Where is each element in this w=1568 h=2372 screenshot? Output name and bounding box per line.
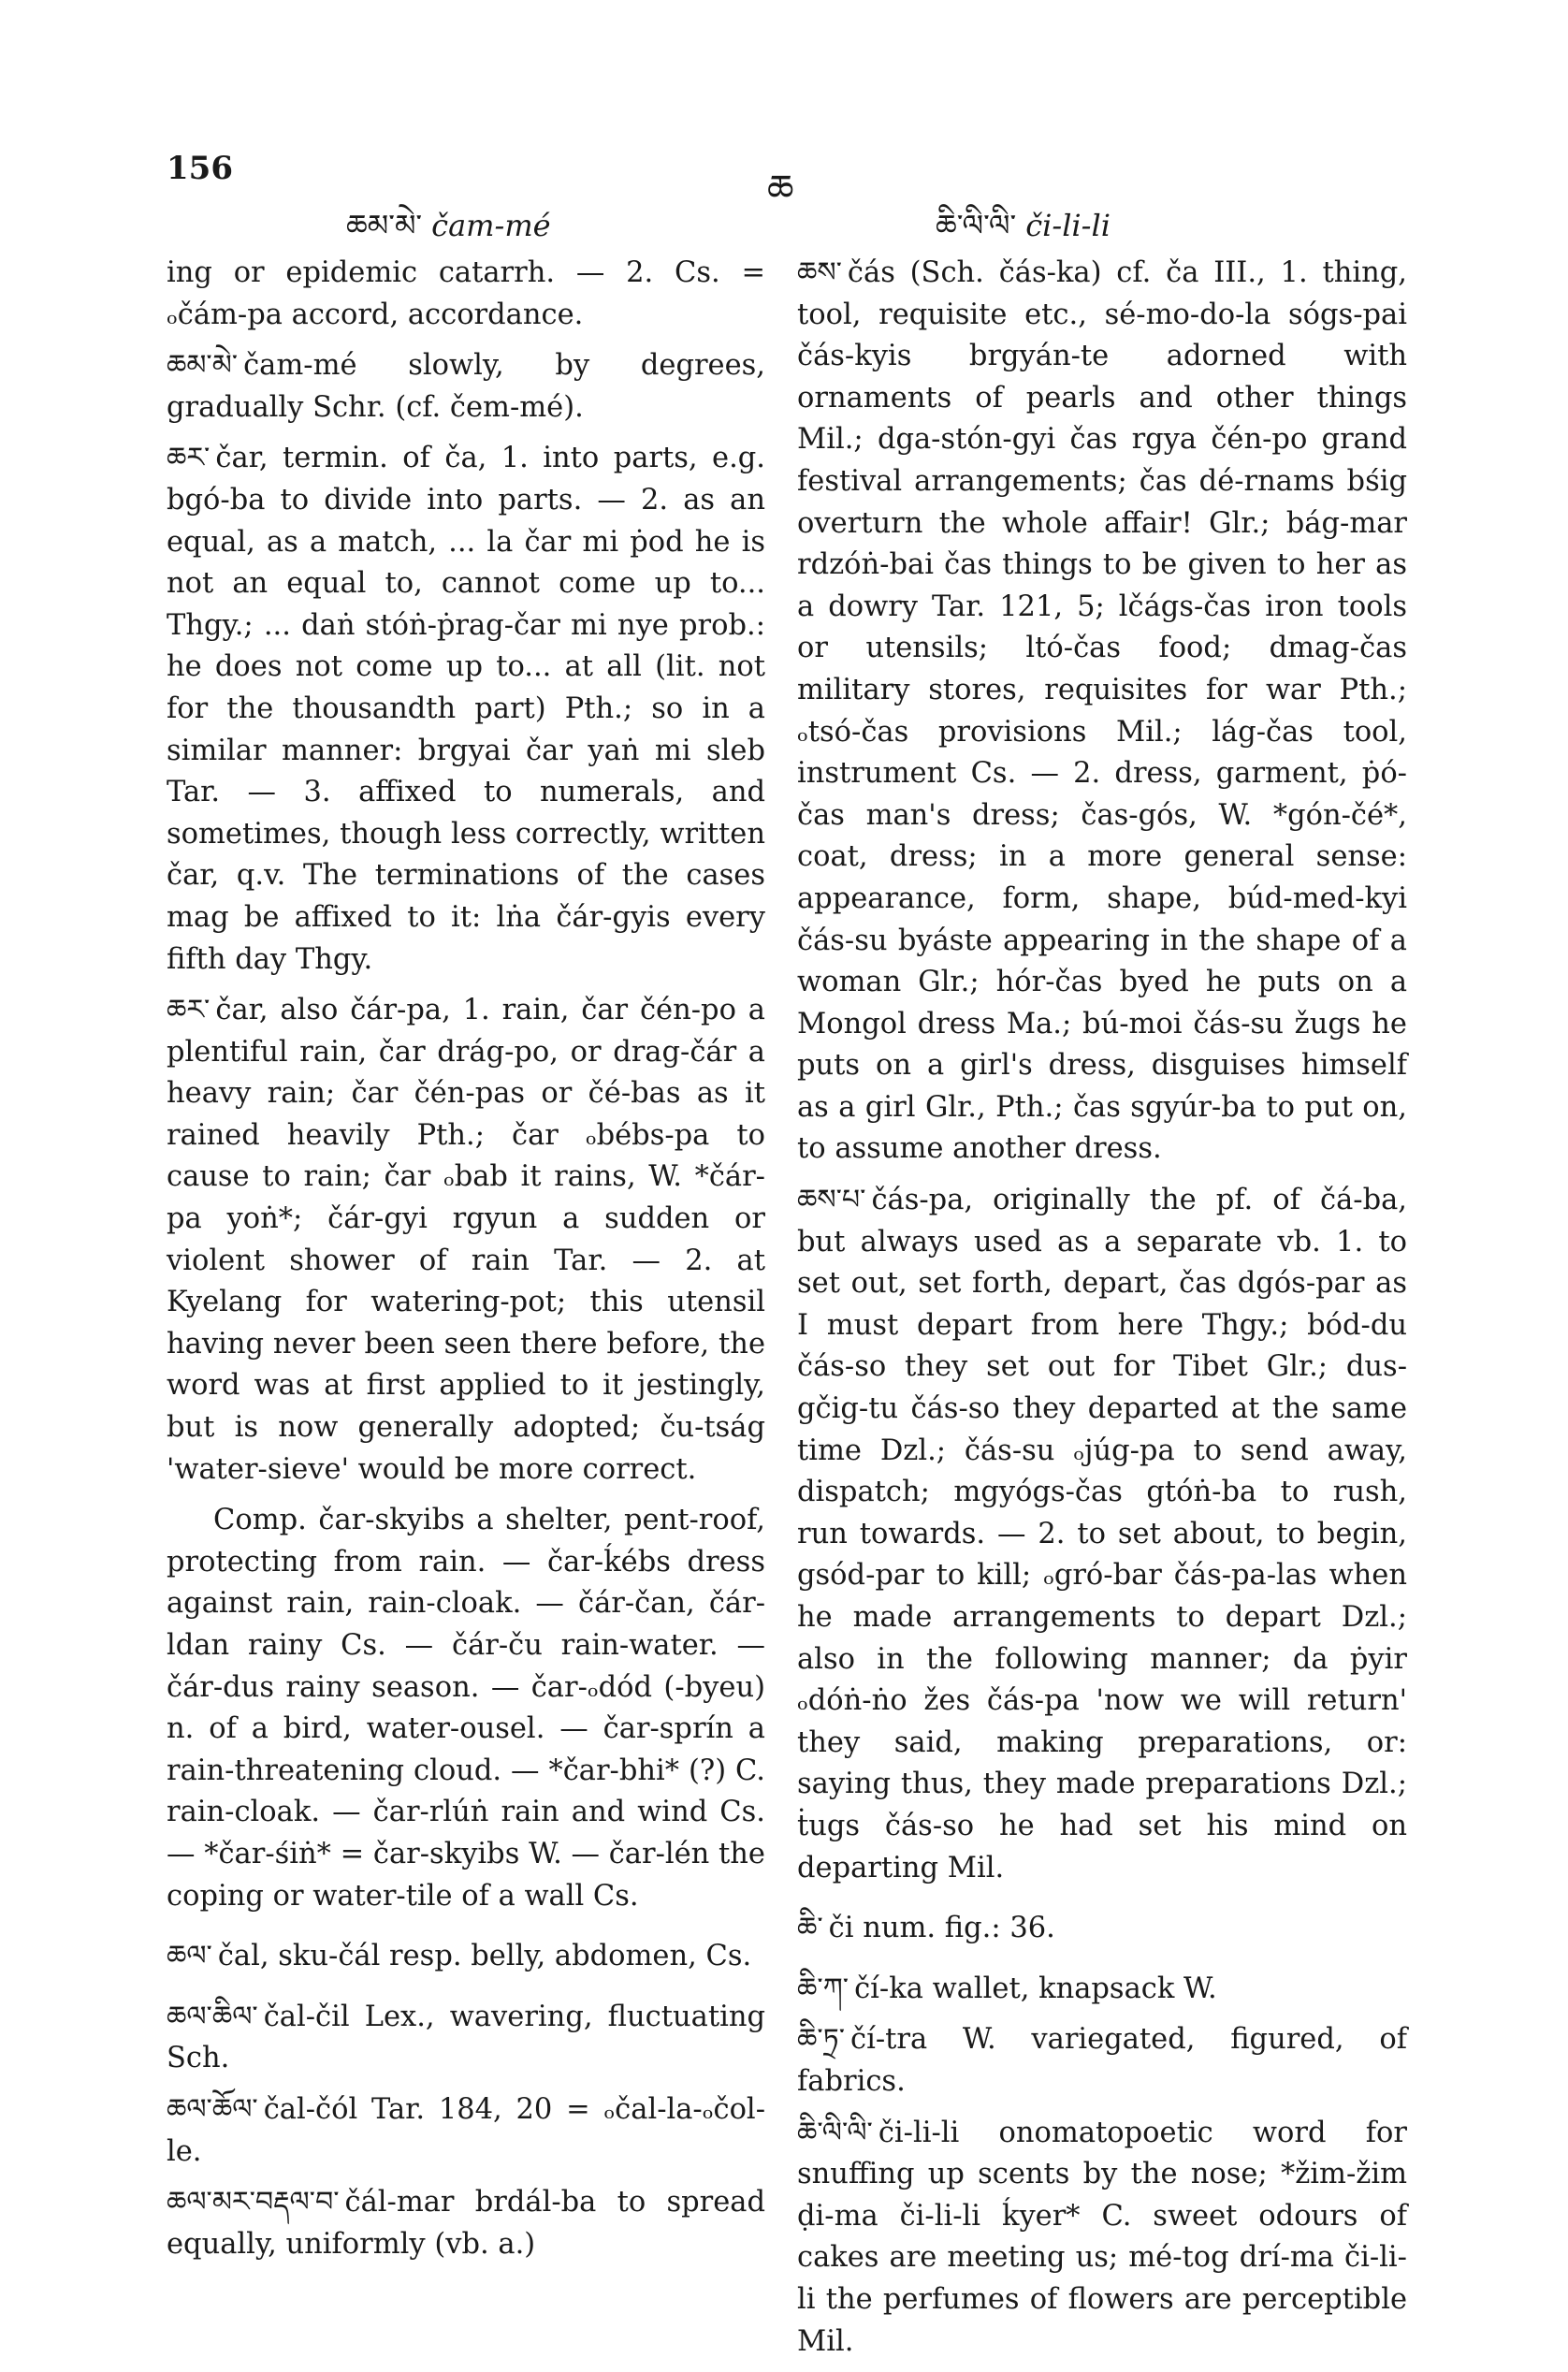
entry-tibetan: ཆར་ — [167, 442, 211, 475]
entry-tibetan: ཆས་ — [797, 256, 842, 289]
entry-text: čás-pa, originally the pf. of čá-ba, but always used as a separate vb. 1. to set out, set forth, depart, čas dgós-par as I must depart from here Thgy.; bód-du čás-so they set out for Tibet Glr.; dus-gčig-tu čás-so they departed at the same time Dzl.; čás-su ₒjúg-pa to send away, dispatch; mgyógs-čas gtóṅ-ba to rush, run towards. — 2. to set about, to begin, gsód-par to kill; ₒgró-bar čás-pa-las when he made arrangements to depart Dzl.; also in the following manner; da ṗyir ₒdóṅ-ṅo žes čás-pa 'now we will return' they said, making preparations, or: saying thus, they made preparations Dzl.; ṫugs čás-so he had set his mind on departing Mil. — [797, 1184, 1407, 1885]
entry-cal-col — [167, 2089, 765, 2173]
entry-cal — [167, 1936, 765, 1978]
entry-tibetan: ཆལ་ཆིལ་ — [167, 2000, 258, 2033]
entry-text: čí-tra W. variegated, figured, of fabrics. — [797, 2023, 1407, 2098]
entry-text: ing or epidemic catarrh. — 2. Cs. = ₒčám-pa accord, accordance. — [167, 256, 765, 331]
page-header — [0, 138, 1568, 243]
entry-car-compounds — [167, 1500, 765, 1917]
entry-tibetan: ཆལ་ — [167, 1940, 212, 1973]
entry-text: čás (Sch. čás-ka) cf. ča III., 1. thing, tool, requisite etc., sé-mo-do-la sógs-pai čás-kyis brgyán-te adorned with ornaments of pearls and other things Mil.; dga-stón-gyi čas rgya čén-po grand festival arrangements; čas dé-rnams bśig overturn the whole affair! Glr.; bág-mar rdzóṅ-bai čas things to be given to her as a dowry Tar. 121, 5; lčágs-čas iron tools or utensils; ltó-čas food; dmag-čas military stores, requisites for war Pth.; ₒtsó-čas provisions Mil.; lág-čas tool, instrument Cs. — 2. dress, garment, ṗó-čas man's dress; čas-gós, W. *gón-čé*, coat, dress; in a more general sense: appearance, form, shape, búd-med-kyi čás-su byáste appearing in the shape of a woman Glr.; hór-čas byed he puts on a Mongol dress Ma.; bú-moi čás-su žugs he puts on a girl's dress, disguises himself as a girl Glr., Pth.; čas sgyúr-ba to put on, to assume another dress. — [797, 256, 1407, 1166]
entry-text: či num. fig.: 36. — [828, 1912, 1055, 1945]
running-head-left-word: čam-mé — [431, 208, 551, 243]
entry-ci — [797, 1908, 1407, 1950]
entry-text: čar, also čár-pa, 1. rain, čar čén-po a plentiful rain, čar drág-po, or drag-čár a heavy rain; čar čén-pas or čé-bas as it rained heavily Pth.; čar ₒbébs-pa to cause to rain; čar ₒbab it rains, W. *čár-pa yoṅ*; čár-gyi rgyun a sudden or violent shower of rain Tar. — 2. at Kyelang for watering-pot; this utensil having never been seen there before, the word was at first applied to it jestingly, but is now generally adopted; ču-tság 'water-sieve' would be more correct. — [167, 994, 765, 1486]
entry-text: či-li-li onomatopoetic word for snuffing up scents by the nose; *žim-žim ḍi-ma či-li-li ḱyer* C. sweet odours of cakes are meeting us; mé-tog drí-ma či-li-li the perfumes of flowers are perceptible Mil. — [797, 2116, 1407, 2358]
entry-tibetan: ཆི་ལི་ལི་ — [797, 2116, 873, 2149]
entry-tibetan: ཆི་ཀ་ — [797, 1972, 849, 2005]
entry-tibetan: ཆལ་ཆོལ་ — [167, 2092, 258, 2126]
entry-tibetan: ཆས་པ་ — [797, 1184, 866, 1217]
entry-text: Comp. čar-skyibs a shelter, pent-roof, protecting from rain. — čar-ḱébs dress against rain, rain-cloak. — čár-čan, čár-ldan rainy Cs. — čár-ču rain-water. — čár-dus rainy season. — čar-ₒdód (-byeu) n. of a bird, water-ousel. — čar-sprín a rain-threatening cloud. — *čar-bhi* (?) C. rain-cloak. — čar-rlúṅ rain and wind Cs. — *čar-śiṅ* = čar-skyibs W. — čar-lén the coping or water-tile of a wall Cs. — [167, 1504, 765, 1913]
running-head-right-word: či-li-li — [1025, 208, 1111, 243]
entry-text: čal-čil Lex., wavering, fluctuating Sch. — [167, 2000, 765, 2075]
entry-text: čal-čól Tar. 184, 20 = ₒčal-la-ₒčol-le. — [167, 2092, 765, 2168]
entry-tibetan: ཆི་ཏྲ་ — [797, 2023, 845, 2057]
entry-text: čál-mar brdál-ba to spread equally, uniformly (vb. a.) — [167, 2186, 765, 2261]
page-number: 156 — [167, 150, 233, 187]
entry-ci-li-li — [797, 2113, 1407, 2364]
entry-tibetan: ཆར་ — [167, 994, 211, 1027]
entry-car-termination — [167, 438, 765, 981]
entry-tibetan: ཆལ་མར་བརྡལ་བ་ — [167, 2186, 340, 2219]
entry-tibetan: ཆམ་མེ་ — [167, 349, 239, 383]
entry-cas-pa — [797, 1180, 1407, 1889]
entry-ci-ka — [797, 1969, 1407, 2011]
running-head-left-tibetan: ཆམ་མེ་ — [346, 208, 423, 243]
entry-text: čar, termin. of ča, 1. into parts, e.g. bgó-ba to divide into parts. — 2. as an equal, as a match, ... la čar mi ṗod he is not an equal to, cannot come up to... Thgy.; ... daṅ stóṅ-ṗrag-čar mi nye prob.: he does not come up to... at all (lit. not for the thousandth part) Pth.; so in a similar manner: brgyai čar yaṅ mi sleb Tar. — 3. affixed to numerals, and sometimes, though less correctly, written čar, q.v. The terminations of the cases mag be affixed to it: lṅa čár-gyis every fifth day Thgy. — [167, 442, 765, 976]
entry-cam-me — [167, 345, 765, 429]
entry-text: čí-ka wallet, knapsack W. — [854, 1972, 1217, 2005]
right-column — [797, 253, 1407, 2372]
entry-cal-cil — [167, 1997, 765, 2080]
entry-ci-tra — [797, 2019, 1407, 2103]
running-head-right-tibetan: ཆི་ལི་ལི་ — [936, 208, 1017, 243]
section-letter: ཆ — [767, 167, 794, 211]
entry-continuation — [167, 253, 765, 336]
left-column — [167, 253, 765, 2275]
entry-car-rain — [167, 990, 765, 1491]
entry-tibetan: ཆི་ — [797, 1912, 823, 1945]
entry-cal-mar — [167, 2182, 765, 2265]
entry-text: čam-mé slowly, by degrees, gradually Schr. (cf. čem-mé). — [167, 349, 765, 424]
entry-text: čal, sku-čál resp. belly, abdomen, Cs. — [217, 1940, 752, 1973]
entry-cas — [797, 253, 1407, 1171]
